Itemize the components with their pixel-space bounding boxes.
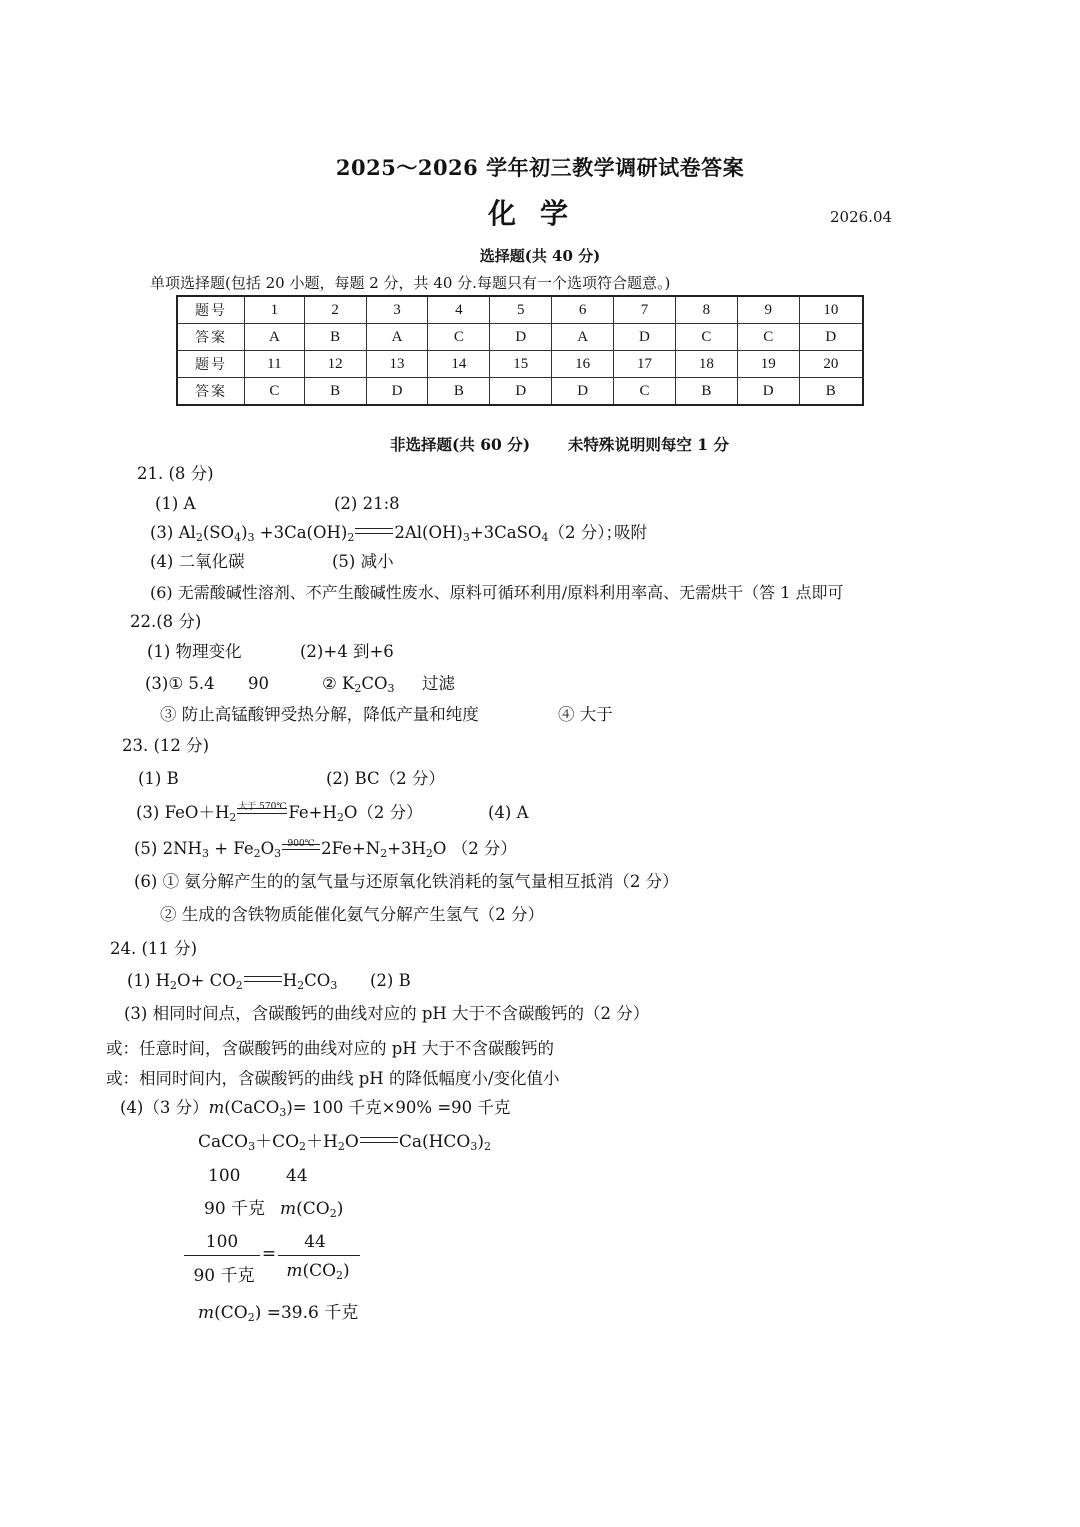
q24-result [198,1302,358,1324]
q24-reaction-equation [198,1131,491,1153]
row-label-answer: 答案 [177,324,245,351]
question-number: 15 [490,351,552,378]
fraction-bar [184,1255,260,1256]
q23-answer-1: (1) B [138,769,179,788]
eq-text: (3) Al [150,523,196,542]
eq-sub: 2 [253,847,261,860]
answer-cell: D [552,378,614,406]
q22-answer-3-2b: 过滤 [422,674,455,693]
q23-answer-3-equation [136,802,423,824]
question-number: 14 [428,351,490,378]
q23-answer-5-equation [134,838,517,860]
answer-cell: A [366,324,428,351]
q21-answer-4: (4) 二氧化碳 [150,552,245,571]
q24-answer-1-equation [127,970,337,992]
equals-sign [244,976,282,982]
answer-cell: C [245,378,305,406]
q22-answer-3-1b: 90 [248,674,269,693]
q23-answer-2: (2) BC（2 分） [326,769,445,788]
eq-sub: 2 [235,979,243,992]
eq-text: O（2 分） [343,803,423,822]
answer-cell: B [428,378,490,406]
eq-text: ) [343,1261,350,1281]
fraction-numerator-1: 100 [205,1232,239,1252]
eq-text: (CO [296,1199,330,1219]
eq-text: +3CaSO [469,523,542,542]
equals-sign [355,528,393,534]
fraction-equals: = [261,1244,277,1264]
answer-cell: D [799,324,863,351]
eq-text: m [208,1098,225,1117]
answer-cell: C [737,324,799,351]
answer-cell: D [490,324,552,351]
eq-sub: 2 [347,531,355,544]
eq-text: (CaCO [224,1098,280,1117]
eq-text: CO [304,971,331,990]
fraction-denominator-2 [280,1261,356,1281]
equals-sign [282,839,320,850]
answer-cell: A [245,324,305,351]
q24-answer-3-alt-1: 或：任意时间，含碳酸钙的曲线对应的 pH 大于不含碳酸钙的 [106,1039,554,1058]
row-label-question: 题号 [177,351,245,378]
table-row-question-1 [177,296,863,324]
question-number: 11 [245,351,305,378]
question-number: 1 [245,296,305,324]
q22-answer-3-4: ④ 大于 [558,705,613,724]
q22-answer-3-3: ③ 防止高锰酸钾受热分解，降低产量和纯度 [160,705,479,724]
fraction-numerator-2: 44 [304,1232,326,1252]
choice-section-heading: 选择题(共 40 分) [479,247,601,265]
question-number: 8 [675,296,737,324]
eq-text: Fe+H [288,803,337,822]
question-number: 7 [614,296,676,324]
eq-text: 2Al(OH) [394,523,463,542]
ratio-row-1-a: 100 [208,1166,241,1186]
eq-text: m [280,1199,297,1219]
eq-sub: 2 [297,979,305,992]
question-number: 10 [799,296,863,324]
answer-cell: D [614,324,676,351]
fraction-denominator-1: 90 千克 [193,1266,255,1286]
table-row-answer-1 [177,324,863,351]
eq-sub: 3 [247,531,255,544]
eq-text: m [286,1261,303,1281]
question-number: 20 [799,351,863,378]
eq-text: (5) 2NH [134,839,202,858]
eq-sub: 2 [354,682,362,695]
answer-cell: B [304,324,366,351]
eq-sub: 2 [380,847,388,860]
answer-cell: D [490,378,552,406]
eq-sub: 2 [425,847,433,860]
question-number: 13 [366,351,428,378]
eq-sub: 3 [248,1140,256,1153]
question-number: 19 [737,351,799,378]
eq-text: (CO [214,1303,248,1323]
eq-text: O+ CO [177,971,236,990]
q24-answer-2: (2) B [370,971,411,990]
choice-instruction: 单项选择题(包括 20 小题，每题 2 分，共 40 分.每题只有一个选项符合题意。) [150,274,671,292]
subject-title: 化学 [487,197,592,230]
q23-heading: 23. (12 分) [122,736,210,755]
answer-cell: A [552,324,614,351]
eq-text: ) [477,1132,484,1152]
eq-text: + Fe [208,839,254,858]
ratio-row-2-b [280,1198,343,1220]
eq-sub: 3 [387,682,395,695]
eq-text: ＋H [306,1132,338,1152]
fraction-bar [278,1255,360,1256]
ratio-row-2-a: 90 千克 [204,1199,266,1219]
table-row-question-2 [177,351,863,378]
row-label-answer: 答案 [177,378,245,406]
equals-sign [237,802,287,814]
eq-text: m [198,1303,215,1323]
q23-answer-4: (4) A [488,803,529,822]
q23-answer-6-1: (6) ① 氨分解产生的的氢气量与还原氧化铁消耗的氢气量相互抵消（2 分） [134,872,679,891]
eq-text: ② K [322,674,355,693]
eq-sub: 3 [462,531,470,544]
nonchoice-heading-text: 非选择题(共 60 分) [390,435,531,454]
eq-text: ＋CO [255,1132,300,1152]
q21-heading: 21. (8 分) [137,464,214,483]
question-number: 17 [614,351,676,378]
answer-cell: B [304,378,366,406]
answer-cell: C [614,378,676,406]
eq-sub: 2 [170,979,178,992]
q24-answer-3-alt-2: 或：相同时间内，含碳酸钙的曲线 pH 的降低幅度小/变化值小 [106,1069,560,1088]
question-number: 18 [675,351,737,378]
eq-text: (CO [302,1261,337,1281]
eq-sub: 2 [247,1311,255,1324]
eq-sub: 3 [470,1140,478,1153]
table-row-answer-2 [177,378,863,406]
q21-answer-1: (1) A [155,494,196,513]
eq-sub: 4 [541,531,549,544]
question-number: 3 [366,296,428,324]
question-number: 4 [428,296,490,324]
q22-answer-1: (1) 物理变化 [147,642,242,661]
question-number: 6 [552,296,614,324]
row-label-question: 题号 [177,296,245,324]
eq-text: (1) H [127,971,171,990]
document-title: 2025～2026 学年初三教学调研试卷答案 [335,155,745,180]
answer-cell: B [799,378,863,406]
exam-date: 2026.04 [830,208,893,226]
eq-text: +3H [387,839,426,858]
q21-answer-5: (5) 减小 [332,552,394,571]
eq-text: )= 100 千克×90% =90 千克 [286,1098,511,1117]
ratio-row-1-b: 44 [286,1166,308,1186]
score-note: （2 分）； [548,523,622,542]
question-number: 12 [304,351,366,378]
q23-answer-6-2: ② 生成的含铁物质能催化氨气分解产生氢气（2 分） [160,905,544,924]
q22-heading: 22.(8 分) [130,612,202,631]
eq-text: O [344,1132,359,1152]
answer-cell: D [366,378,428,406]
q21-answer-3-equation [150,522,622,544]
eq-sub: 2 [336,811,344,824]
q22-answer-3-1: (3)① 5.4 [145,674,215,693]
q21-answer-2: (2) 21:8 [334,494,400,513]
eq-text: O （2 分） [432,839,517,858]
eq-text: H [282,971,298,990]
eq-sub: 2 [329,1207,337,1220]
eq-sub: 2 [229,811,237,824]
eq-text: ) [336,1199,344,1219]
q21-answer-6: (6) 无需酸碱性溶剂、不产生酸碱性废水、原料可循环利用/原料利用率高、无需烘干（答 1 点即可 [150,583,844,602]
eq-text: +3Ca(OH) [254,523,348,542]
score-note: (4)（3 分） [120,1098,209,1117]
answer-cell: B [675,378,737,406]
q22-answer-3-2 [322,673,395,695]
q22-answer-2: (2)+4 到+6 [300,642,394,661]
answer-table [176,295,864,406]
eq-sub: 2 [484,1140,491,1153]
reaction-condition: 大于 570℃ [238,802,287,812]
eq-text: O [260,839,275,858]
reaction-condition: 900℃ [287,839,315,849]
nonchoice-scoring-note: 未特殊说明则每空 1 分 [567,435,729,454]
question-number: 9 [737,296,799,324]
eq-sub: 3 [279,1106,287,1119]
question-number: 2 [304,296,366,324]
answer-cell: C [675,324,737,351]
eq-sub: 3 [201,847,209,860]
question-number: 16 [552,351,614,378]
eq-text: (3) FeO＋H [136,803,230,822]
eq-text: CaCO [198,1132,249,1152]
q24-answer-4-mass [120,1097,510,1119]
eq-text: ) [241,523,248,542]
eq-sub: 2 [299,1140,307,1153]
eq-text: 2Fe+N [321,839,381,858]
equals-sign [360,1137,398,1143]
answer-cell: C [428,324,490,351]
answer-cell: D [737,378,799,406]
eq-text: Ca(HCO [398,1132,471,1152]
question-number: 5 [490,296,552,324]
q24-answer-3: (3) 相同时间点，含碳酸钙的曲线对应的 pH 大于不含碳酸钙的（2 分） [124,1004,650,1023]
eq-text: ) =39.6 千克 [254,1303,359,1323]
eq-text: CO [361,674,388,693]
eq-sub: 2 [336,1269,344,1282]
eq-text: (SO [202,523,235,542]
q24-heading: 24. (11 分) [110,939,198,958]
q21-answer-3-second: 吸附 [614,523,647,542]
eq-sub: 2 [337,1140,345,1153]
eq-sub: 3 [274,847,282,860]
eq-sub: 2 [195,531,203,544]
nonchoice-section-heading [390,434,729,456]
eq-sub: 3 [330,979,338,992]
eq-sub: 4 [234,531,242,544]
